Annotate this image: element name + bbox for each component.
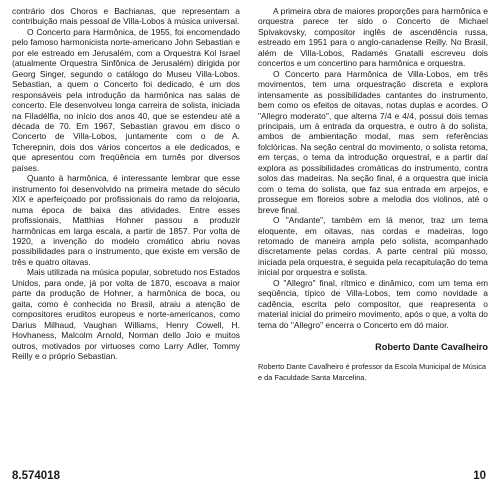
catalog-number: 8.574018 [12, 470, 60, 482]
left-column [12, 6, 240, 361]
paragraph: A primeira obra de maiores proporções para harmônica e orquestra parece ter sido o Concerto de Michael Spivakovsky, compositor inglês de ascendência russa, estreado em 1951 para o anglo-canadense Reilly. No Brasil, além de Villa-Lobos, Radamés Gnatalli escreveu dois concertos e um concertino para harmônica e orquestra. [258, 6, 488, 69]
right-column [258, 6, 488, 383]
page-number: 10 [473, 470, 486, 482]
paragraph: Mais utilizada na música popular, sobretudo nos Estados Unidos, para onde, já por volta de 1870, escoava a maior parte da produção de Hohner, a harmônica de boca, ou gaita, como é conhecida no Brasil, atraiu a atenção de compositores eruditos europeus e norte-americanos, como Darius Milhaud, Vaughan Williams, Henry Cowell, H. Hovhaness, Malcolm Arnold, Norman dello Joio e muitos outros, motivados por virtuoses como Larry Adler, Tommy Reilly e o próprio Sebastian. [12, 267, 240, 361]
paragraph: Quanto à harmônica, é interessante lembrar que esse instrumento foi desenvolvido na primeira metade do século XIX e aperfeiçoado por profissionais do ramo da relojoaria, numa época de baixa das atividades. Entre esses profissionais, Matthias Hohner passou a produzir harmônicas em larga escala, a partir de 1857. Por volta de 1920, a invenção do modelo cromático abriu novas possibilidades para o instrumento, que existe em versão de três e quatro oitavas. [12, 173, 240, 267]
author-name: Roberto Dante Cavalheiro [375, 342, 488, 353]
author-bio: Roberto Dante Cavalheiro é professor da Escola Municipal de Música e da Faculdade Santa Marcelina. [258, 361, 486, 382]
paragraph: O "Andante", também em lá menor, traz um tema eloquente, em oitavas, nas cordas e madeiras, logo retomado de maneira ampla pelo solista, acompanhado discretamente pelas cordas. A parte central più mosso, iniciada pela orquestra, é seguida pela recapitulação do tema inicial por orquestra e solista. [258, 215, 488, 278]
paragraph: O "Allegro" final, rítmico e dinâmico, com um tema em seqüência, típico de Villa-Lobos, tem como novidade a cadência, escrita pelo compositor, que reapresenta o material inicial do primeiro movimento, após o que, a volta do tema do "Allegro" encerra o Concerto em dó maior. [258, 277, 488, 330]
paragraph: O Concerto para Harmônica de Villa-Lobos, em três movimentos, tem uma orquestração discreta e explora intensamente as possibilidades cantantes do instrumento, bem como os efeitos de oitavas, notas duplas e acordes. O "Allegro moderato", que alterna 7/4 e 4/4, possui dois temas principais, um à entrada da orquestra, e outro à do solista, ambos de ambientação modal, mas sem referências folclóricas. Na seção central do movimento, o solista retoma, em terças, o tema da introdução orquestral, e a partir daí explora as possibilidades cromáticas do instrumento, contra solos das madeiras. Na seção final, é a orquestra que inicia com o tema do solista, que faz sua entrada em arpejos, e prossegue em floreios sobre a melodia dos violinos, até o breve final. [258, 68, 488, 215]
paragraph: contrário dos Choros e Bachianas, que representam a contribuição mais pessoal de Villa-Lobos à música universal. [12, 6, 240, 27]
paragraph: O Concerto para Harmônica, de 1955, foi encomendado pelo famoso harmonicista norte-americano John Sebastian e por ele estreado em Jerusalém, com a Orquestra Kol Israel (atualmente Orquestra Sinfônica de Jerusalém) dirigida por Georg Singer, segundo o catálogo do Museu Villa-Lobos. Sebastian, a quem o Concerto foi dedicado, é um dos responsáveis pela introdução da harmônica nas salas de concerto. Ele desenvolveu longa carreira de solista, iniciada na Filadélfia, no início dos anos 40, que se estendeu até a década de 70. Em 1967, Sebastian gravou em disco o Concerto de Villa-Lobos, juntamente com o de A. Tcherepnin, dois dos vários concertos a ele dedicados, e que apresentou com freqüência em turnês por diversos países. [12, 26, 240, 173]
